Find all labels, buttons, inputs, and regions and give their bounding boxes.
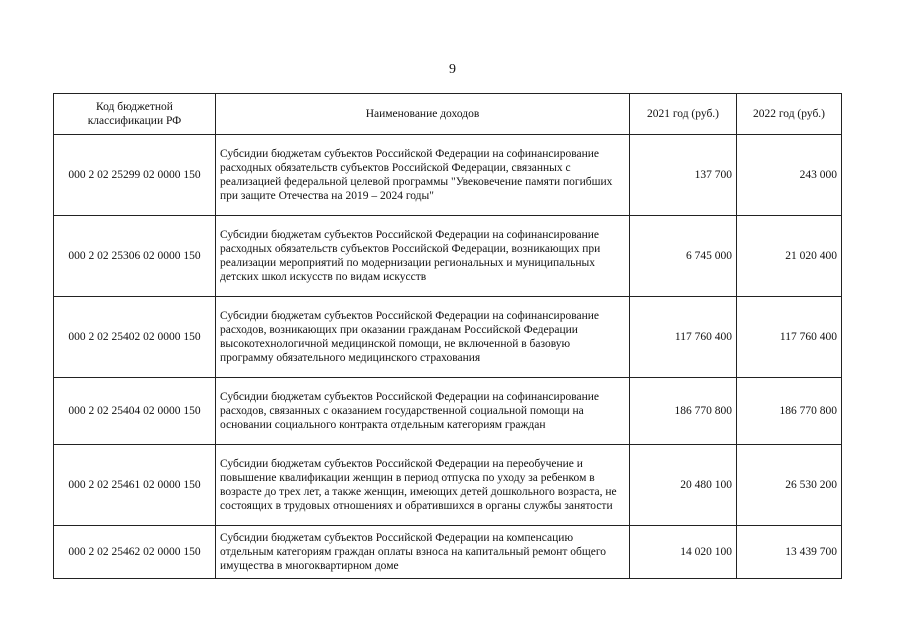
row-amount-2022: 13 439 700	[737, 526, 842, 579]
row-amount-2022: 117 760 400	[737, 297, 842, 378]
row-name: Субсидии бюджетам субъектов Российской Федерации на компенсацию отдельным категориям граждан оплаты взноса на капитальный ремонт общего имущества в многоквартирном доме	[216, 526, 630, 579]
table-row	[54, 216, 842, 297]
header-2022: 2022 год (руб.)	[737, 94, 842, 135]
row-code: 000 2 02 25461 02 0000 150	[54, 445, 216, 526]
row-code: 000 2 02 25404 02 0000 150	[54, 378, 216, 445]
row-amount-2021: 14 020 100	[630, 526, 737, 579]
row-amount-2021: 6 745 000	[630, 216, 737, 297]
row-name: Субсидии бюджетам субъектов Российской Федерации на софинансирование расходов, связанных с оказанием государственной социальной помощи на основании социального контракта отдельным категориям граждан	[216, 378, 630, 445]
header-name: Наименование доходов	[216, 94, 630, 135]
row-amount-2021: 117 760 400	[630, 297, 737, 378]
row-name: Субсидии бюджетам субъектов Российской Федерации на переобучение и повышение квалификации женщин в период отпуска по уходу за ребенком в возрасте до трех лет, а также женщин, имеющих детей дошкольного возраста, не состоящих в трудовых отношениях и обратившихся в органы службы занятости	[216, 445, 630, 526]
row-name: Субсидии бюджетам субъектов Российской Федерации на софинансирование расходных обязательств субъектов Российской Федерации, связанных с реализацией федеральной целевой программы "Увековечение памяти погибших при защите Отечества на 2019 – 2024 годы"	[216, 135, 630, 216]
table-header-row	[54, 94, 842, 135]
row-amount-2022: 26 530 200	[737, 445, 842, 526]
row-amount-2022: 21 020 400	[737, 216, 842, 297]
row-amount-2021: 20 480 100	[630, 445, 737, 526]
header-2021: 2021 год (руб.)	[630, 94, 737, 135]
row-code: 000 2 02 25299 02 0000 150	[54, 135, 216, 216]
header-code: Код бюджетной классификации РФ	[54, 94, 216, 135]
page-number: 9	[449, 62, 456, 77]
row-name: Субсидии бюджетам субъектов Российской Федерации на софинансирование расходов, возникающих при оказании гражданам Российской Федерации высокотехнологичной медицинской помощи, не включенной в базовую программу обязательного медицинского страхования	[216, 297, 630, 378]
row-amount-2021: 186 770 800	[630, 378, 737, 445]
row-code: 000 2 02 25462 02 0000 150	[54, 526, 216, 579]
row-amount-2022: 186 770 800	[737, 378, 842, 445]
row-amount-2022: 243 000	[737, 135, 842, 216]
budget-table	[53, 93, 842, 579]
row-code: 000 2 02 25306 02 0000 150	[54, 216, 216, 297]
table-row	[54, 378, 842, 445]
table-row	[54, 445, 842, 526]
table-row	[54, 135, 842, 216]
row-code: 000 2 02 25402 02 0000 150	[54, 297, 216, 378]
table-row	[54, 526, 842, 579]
table-row	[54, 297, 842, 378]
row-amount-2021: 137 700	[630, 135, 737, 216]
row-name: Субсидии бюджетам субъектов Российской Федерации на софинансирование расходных обязательств субъектов Российской Федерации, возникающих при реализации мероприятий по модернизации региональных и муниципальных детских школ искусств по видам искусств	[216, 216, 630, 297]
